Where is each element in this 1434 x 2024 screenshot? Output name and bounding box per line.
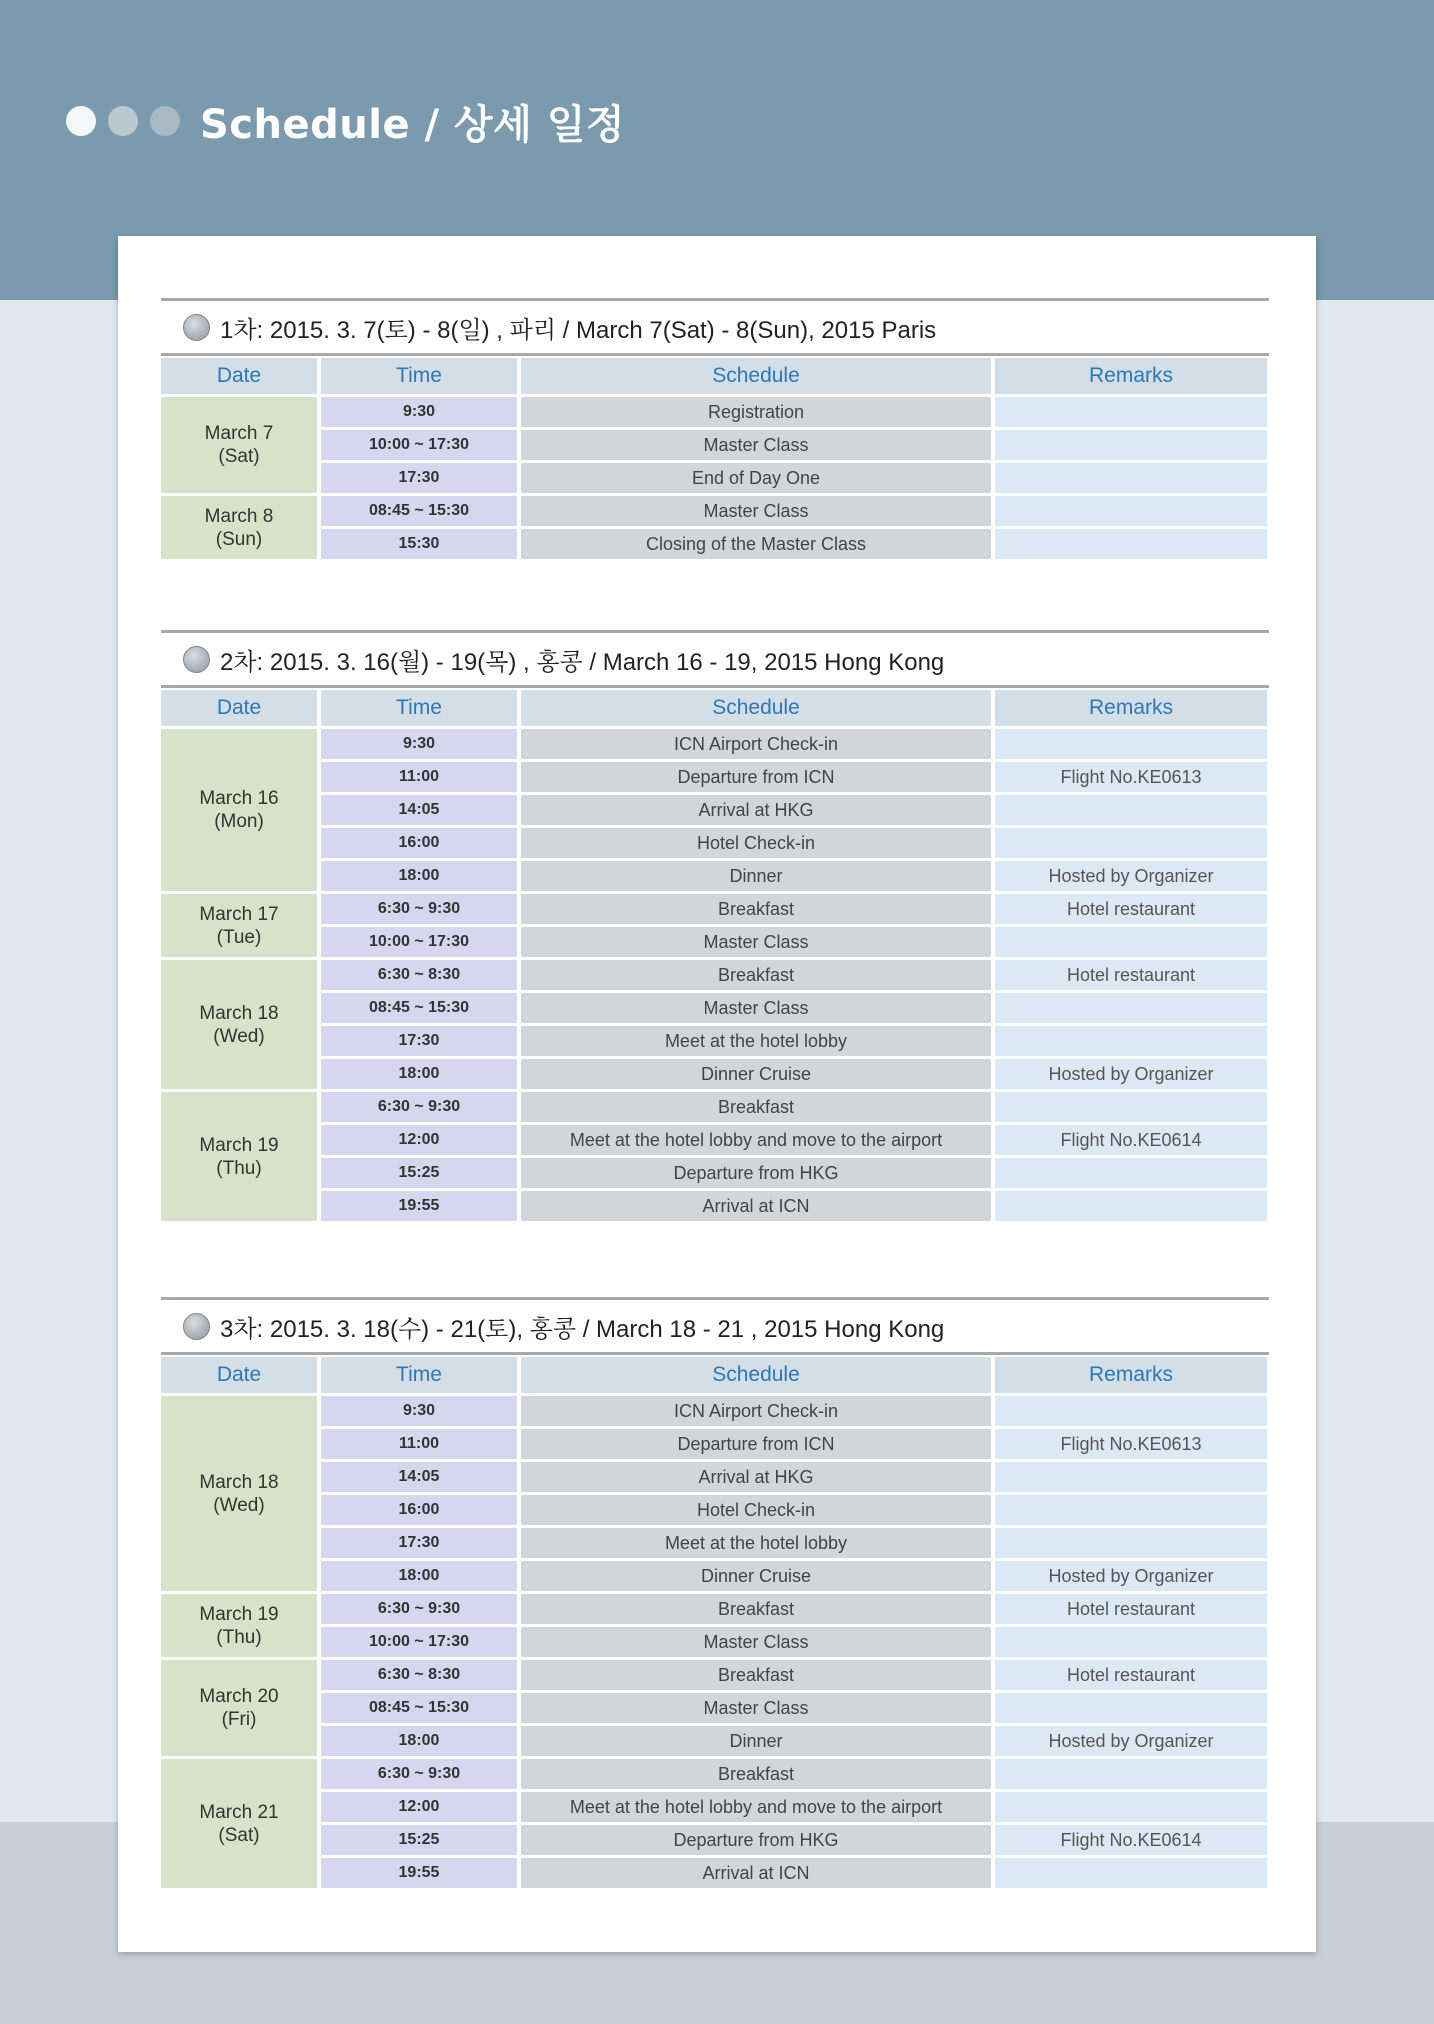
date-label: March 18 <box>199 1471 279 1493</box>
remarks-cell: Hosted by Organizer <box>995 1561 1267 1591</box>
circle-bullet-icon <box>183 314 210 341</box>
time-cell: 10:00 ~ 17:30 <box>321 1627 517 1657</box>
remarks-cell <box>995 430 1267 460</box>
date-label: March 18 <box>199 1002 279 1024</box>
schedule-cell: Meet at the hotel lobby <box>521 1528 991 1558</box>
remarks-cell <box>995 729 1267 759</box>
schedule-section <box>161 630 1269 1221</box>
remarks-cell: Hosted by Organizer <box>995 1059 1267 1089</box>
schedule-cell: Dinner <box>521 1726 991 1756</box>
date-cell <box>161 397 317 493</box>
circle-bullet-icon <box>183 646 210 673</box>
schedule-cell: Departure from HKG <box>521 1158 991 1188</box>
schedule-cell: Arrival at ICN <box>521 1191 991 1221</box>
time-cell: 6:30 ~ 9:30 <box>321 894 517 924</box>
section-title: 1차: 2015. 3. 7(토) - 8(일) , 파리 / March 7(Sat) - 8(Sun), 2015 Paris <box>220 316 937 344</box>
remarks-cell: Hotel restaurant <box>995 1594 1267 1624</box>
schedule-cell: Breakfast <box>521 960 991 990</box>
remarks-cell <box>995 993 1267 1023</box>
page-header <box>66 96 625 146</box>
circle-bullet-icon <box>183 1313 210 1340</box>
time-cell: 6:30 ~ 9:30 <box>321 1594 517 1624</box>
time-cell: 14:05 <box>321 795 517 825</box>
schedule-cell: Closing of the Master Class <box>521 529 991 559</box>
time-cell: 17:30 <box>321 1528 517 1558</box>
weekday-label: (Fri) <box>221 1709 257 1730</box>
schedule-cell: Departure from HKG <box>521 1825 991 1855</box>
column-header-date: Date <box>161 358 317 394</box>
time-cell: 9:30 <box>321 1396 517 1426</box>
section-header <box>161 1297 1269 1355</box>
date-cell <box>161 1092 317 1221</box>
section-title: 3차: 2015. 3. 18(수) - 21(토), 홍콩 / March 18 - 21 , 2015 Hong Kong <box>220 1315 945 1343</box>
time-cell: 18:00 <box>321 1726 517 1756</box>
remarks-cell: Hosted by Organizer <box>995 861 1267 891</box>
remarks-cell: Flight No.KE0614 <box>995 1125 1267 1155</box>
schedule-table <box>161 358 1269 559</box>
page-title: Schedule / 상세 일정 <box>200 101 626 148</box>
remarks-cell <box>995 1495 1267 1525</box>
schedule-card <box>118 236 1316 1952</box>
time-cell: 6:30 ~ 9:30 <box>321 1759 517 1789</box>
remarks-cell <box>995 1026 1267 1056</box>
date-label: March 17 <box>199 903 279 925</box>
weekday-label: (Wed) <box>213 1494 265 1516</box>
section-header <box>161 298 1269 356</box>
remarks-cell <box>995 1858 1267 1888</box>
column-header-schedule: Schedule <box>521 690 991 726</box>
time-cell: 6:30 ~ 8:30 <box>321 960 517 990</box>
schedule-cell: Master Class <box>521 430 991 460</box>
date-cell <box>161 894 317 957</box>
remarks-cell <box>995 795 1267 825</box>
time-cell: 19:55 <box>321 1858 517 1888</box>
time-cell: 10:00 ~ 17:30 <box>321 430 517 460</box>
time-cell: 6:30 ~ 9:30 <box>321 1092 517 1122</box>
remarks-cell <box>995 1528 1267 1558</box>
schedule-cell: ICN Airport Check-in <box>521 729 991 759</box>
weekday-label: (Thu) <box>216 1157 262 1179</box>
schedule-cell: Hotel Check-in <box>521 1495 991 1525</box>
schedule-cell: Meet at the hotel lobby <box>521 1026 991 1056</box>
date-cell <box>161 960 317 1089</box>
column-header-time: Time <box>321 1357 517 1393</box>
time-cell: 12:00 <box>321 1125 517 1155</box>
schedule-cell: Breakfast <box>521 894 991 924</box>
schedule-table <box>161 690 1269 1221</box>
column-header-remarks: Remarks <box>995 1357 1267 1393</box>
schedule-cell: Registration <box>521 397 991 427</box>
schedule-cell: Breakfast <box>521 1759 991 1789</box>
schedule-cell: Arrival at HKG <box>521 795 991 825</box>
schedule-cell: Arrival at HKG <box>521 1462 991 1492</box>
schedule-section <box>161 1297 1269 1888</box>
column-header-date: Date <box>161 690 317 726</box>
time-cell: 08:45 ~ 15:30 <box>321 993 517 1023</box>
schedule-cell: Dinner Cruise <box>521 1561 991 1591</box>
section-title: 2차: 2015. 3. 16(월) - 19(목) , 홍콩 / March 16 - 19, 2015 Hong Kong <box>220 648 945 676</box>
remarks-cell: Hotel restaurant <box>995 1660 1267 1690</box>
remarks-cell <box>995 529 1267 559</box>
date-cell <box>161 1396 317 1591</box>
schedule-cell: ICN Airport Check-in <box>521 1396 991 1426</box>
weekday-label: (Tue) <box>216 926 262 948</box>
date-cell <box>161 729 317 891</box>
schedule-cell: Dinner Cruise <box>521 1059 991 1089</box>
time-cell: 18:00 <box>321 861 517 891</box>
schedule-section <box>161 298 1269 559</box>
schedule-cell: Breakfast <box>521 1092 991 1122</box>
schedule-cell: Departure from ICN <box>521 1429 991 1459</box>
time-cell: 9:30 <box>321 729 517 759</box>
remarks-cell <box>995 397 1267 427</box>
remarks-cell <box>995 927 1267 957</box>
column-header-remarks: Remarks <box>995 358 1267 394</box>
remarks-cell: Hosted by Organizer <box>995 1726 1267 1756</box>
schedule-cell: Master Class <box>521 1693 991 1723</box>
date-label: March 20 <box>199 1686 279 1707</box>
column-header-remarks: Remarks <box>995 690 1267 726</box>
bullet-dot-icon <box>108 106 138 136</box>
weekday-label: (Sat) <box>218 1824 260 1846</box>
remarks-cell <box>995 1158 1267 1188</box>
remarks-cell: Flight No.KE0613 <box>995 1429 1267 1459</box>
schedule-cell: Master Class <box>521 1627 991 1657</box>
remarks-cell <box>995 1759 1267 1789</box>
remarks-cell <box>995 463 1267 493</box>
column-header-time: Time <box>321 358 517 394</box>
remarks-cell: Flight No.KE0613 <box>995 762 1267 792</box>
remarks-cell <box>995 1627 1267 1657</box>
time-cell: 08:45 ~ 15:30 <box>321 496 517 526</box>
time-cell: 08:45 ~ 15:30 <box>321 1693 517 1723</box>
remarks-cell <box>995 1792 1267 1822</box>
schedule-cell: Meet at the hotel lobby and move to the airport <box>521 1125 991 1155</box>
time-cell: 17:30 <box>321 1026 517 1056</box>
schedule-cell: Dinner <box>521 861 991 891</box>
time-cell: 14:05 <box>321 1462 517 1492</box>
schedule-cell: End of Day One <box>521 463 991 493</box>
remarks-cell: Hotel restaurant <box>995 894 1267 924</box>
remarks-cell <box>995 496 1267 526</box>
schedule-cell: Master Class <box>521 927 991 957</box>
bullet-dot-icon <box>150 106 180 136</box>
weekday-label: (Wed) <box>213 1025 265 1047</box>
time-cell: 11:00 <box>321 762 517 792</box>
time-cell: 6:30 ~ 8:30 <box>321 1660 517 1690</box>
time-cell: 9:30 <box>321 397 517 427</box>
remarks-cell <box>995 1092 1267 1122</box>
schedule-cell: Breakfast <box>521 1660 991 1690</box>
time-cell: 19:55 <box>321 1191 517 1221</box>
time-cell: 15:25 <box>321 1158 517 1188</box>
section-header <box>161 630 1269 688</box>
remarks-cell: Flight No.KE0614 <box>995 1825 1267 1855</box>
schedule-cell: Master Class <box>521 496 991 526</box>
time-cell: 17:30 <box>321 463 517 493</box>
column-header-schedule: Schedule <box>521 358 991 394</box>
date-label: March 16 <box>199 788 279 809</box>
time-cell: 18:00 <box>321 1059 517 1089</box>
time-cell: 15:25 <box>321 1825 517 1855</box>
schedule-table <box>161 1357 1269 1888</box>
date-label: March 8 <box>204 505 274 527</box>
schedule-cell: Meet at the hotel lobby and move to the airport <box>521 1792 991 1822</box>
time-cell: 16:00 <box>321 828 517 858</box>
date-label: March 7 <box>204 423 274 444</box>
date-label: March 21 <box>199 1801 279 1823</box>
date-cell <box>161 1759 317 1888</box>
date-cell <box>161 496 317 559</box>
date-cell <box>161 1660 317 1756</box>
time-cell: 18:00 <box>321 1561 517 1591</box>
weekday-label: (Sat) <box>218 446 260 467</box>
weekday-label: (Mon) <box>214 811 264 832</box>
bullet-dot-icon <box>66 106 96 136</box>
remarks-cell <box>995 1693 1267 1723</box>
column-header-date: Date <box>161 1357 317 1393</box>
remarks-cell <box>995 1191 1267 1221</box>
weekday-label: (Sun) <box>215 528 263 550</box>
remarks-cell <box>995 1396 1267 1426</box>
time-cell: 12:00 <box>321 1792 517 1822</box>
time-cell: 16:00 <box>321 1495 517 1525</box>
remarks-cell: Hotel restaurant <box>995 960 1267 990</box>
remarks-cell <box>995 828 1267 858</box>
date-label: March 19 <box>199 1134 279 1156</box>
schedule-cell: Arrival at ICN <box>521 1858 991 1888</box>
remarks-cell <box>995 1462 1267 1492</box>
column-header-schedule: Schedule <box>521 1357 991 1393</box>
weekday-label: (Thu) <box>216 1626 262 1648</box>
schedule-cell: Master Class <box>521 993 991 1023</box>
date-cell <box>161 1594 317 1657</box>
date-label: March 19 <box>199 1603 279 1625</box>
time-cell: 11:00 <box>321 1429 517 1459</box>
schedule-cell: Breakfast <box>521 1594 991 1624</box>
time-cell: 10:00 ~ 17:30 <box>321 927 517 957</box>
schedule-cell: Departure from ICN <box>521 762 991 792</box>
column-header-time: Time <box>321 690 517 726</box>
time-cell: 15:30 <box>321 529 517 559</box>
schedule-cell: Hotel Check-in <box>521 828 991 858</box>
